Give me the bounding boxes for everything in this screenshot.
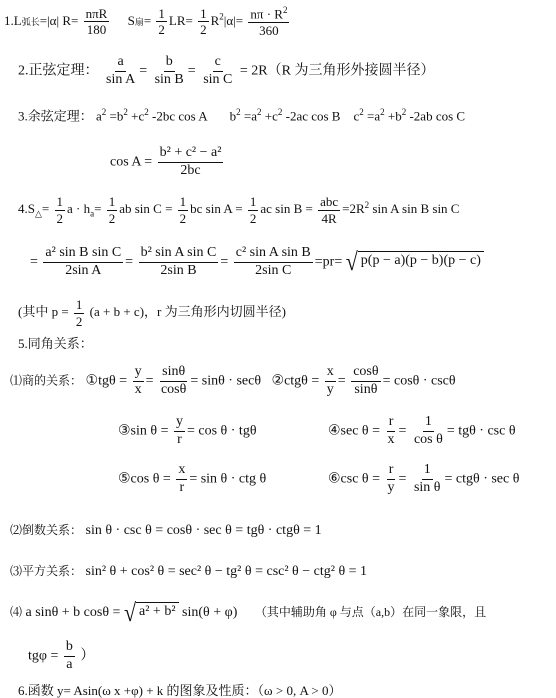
square-relation: ⑶平方关系： sin² θ + cos² θ = sec² θ − tg² θ = csc² θ − ctg² θ = 1 (10, 564, 368, 579)
law-of-cosines: 3.余弦定理： $a^2 =b^2 +c^2$ -2bc cos A $b^2 =a^2 +c^2$ -2ac cos B $c^2 =a^2 +b^2$ -2ab cos C (18, 107, 466, 124)
fraction: $\frac{\text{b² sin A sin C}}{\text{2sin B}}$ (140, 245, 217, 278)
fraction: $\frac{\text{c² sin A sin B}}{\text{2sin C}}$ (235, 245, 311, 278)
fraction: $\frac{\text{b² + c² − a²}}{2bc}$ (159, 145, 222, 178)
fraction: $\frac{1}{\text{cos θ}}$ (413, 414, 443, 447)
fraction: $\frac{r}{y}$ (387, 462, 395, 495)
fraction: $\frac{\text{nπR}}{180}$ (85, 5, 108, 38)
semiperimeter-note: (其中 p = $\frac{1}{2}$ (a + b + c)，r 为三角形内切圆半径) (18, 297, 286, 329)
section-heading-function: 6.函数 y= Asin(ω x +φ) + k 的图象及性质：（ω > 0, A > 0） (18, 683, 342, 698)
fraction: $\frac{r}{x}$ (387, 414, 395, 447)
fraction: $\frac{y}{x}$ (134, 364, 142, 397)
fraction: $\frac{1}{2}$ (158, 5, 165, 38)
fraction: $\frac{1}{2}$ (249, 194, 257, 226)
reciprocal-relation: ⑵倒数关系： sin θ · csc θ = cosθ · sec θ = tgθ · ctgθ = 1 (10, 523, 322, 538)
square-root: √ p(p − a)(p − b)(p − c) (346, 251, 484, 273)
fraction: $\frac{c}{\text{sin C}}$ (203, 54, 233, 87)
fraction: $\frac{x}{r}$ (178, 462, 186, 495)
fraction: $\frac{\cos\theta}{\sin\theta}$ (353, 364, 379, 397)
law-of-sines: 2.正弦定理： $\frac{a}{\text{sin A}}$ = $\frac{b}{\text{sin B}}$ = $\frac{c}{\text{sin C}}$ = 2R（R 为三角形外接圆半径） (18, 54, 435, 87)
square-root: √ a² + b² (124, 602, 179, 624)
fraction: $\frac{1}{2}$ (108, 194, 116, 226)
fraction: $\frac{1}{\text{sin θ}}$ (413, 462, 441, 495)
cosine-formula: cos A = $\frac{\text{b² + c² − a²}}{2bc}$ (110, 145, 222, 178)
fraction: $\frac{n\pi \cdot R^2}{360}$ (250, 5, 288, 38)
sec-relation: ④sec θ = $\frac{r}{x}$ = $\frac{1}{\text{cos θ}}$ = tgθ · csc θ (328, 414, 516, 447)
fraction: $\frac{b}{a}$ (65, 639, 73, 672)
auxiliary-angle-tangent: tgφ = $\frac{b}{a}$ ） (28, 639, 95, 672)
fraction: $\frac{\text{a² sin B sin C}}{\text{2sin A}}$ (45, 245, 122, 278)
cos-relation: ⑤cos θ = $\frac{x}{r}$ = sin θ · ctg θ (118, 462, 267, 495)
fraction: $\frac{1}{2}$ (56, 194, 63, 226)
fraction: $\frac{1}{2}$ (200, 5, 207, 38)
sin-relation: ③sin θ = $\frac{y}{r}$ = cos θ · tgθ (118, 414, 257, 447)
fraction: $\frac{x}{y}$ (326, 364, 334, 397)
fraction: $\frac{\text{abc}}{4R}$ (320, 194, 339, 226)
formula-arc-length-sector-area: 1.L弧长=|α| R= $\frac{\text{nπR}}{180}$ S扇= $\frac{1}{2}$ LR= $\frac{1}{2}$ $R^2|\alpha|=$ $\frac{n\pi \cdot R^2}{360}$ (4, 5, 288, 38)
fraction: $\frac{1}{2}$ (75, 297, 83, 329)
section-heading: 5.同角关系： (18, 336, 93, 351)
fraction: $\frac{a}{\text{sin A}}$ (106, 54, 136, 87)
triangle-area-formula-cont: = $\frac{\text{a² sin B sin C}}{\text{2sin A}}$ = $\frac{\text{b² sin A sin C}}{\text{2sin B}}$ = $\frac{\text{c² sin A sin B}}{\text{2sin C}}$ =pr= √ p(p − a)(p − b)(p − c) (30, 246, 484, 278)
fraction: $\frac{y}{r}$ (176, 414, 183, 447)
fraction: $\frac{1}{2}$ (179, 194, 187, 226)
csc-relation: ⑥csc θ = $\frac{r}{y}$ = $\frac{1}{\text{sin θ}}$ = ctgθ · sec θ (328, 462, 520, 495)
triangle-area-formula: $4.S_\triangle=$ $\frac{1}{2}$ $a \cdot h_a=$ $\frac{1}{2}$ ab sin C = $\frac{1}{2}$ bc sin A = $\frac{1}{2}$ ac sin B = $\frac{\text{abc}}{4R}$ $=2R^2$ sin A sin B sin C (18, 194, 460, 226)
auxiliary-angle-formula: ⑷ a sinθ + b cosθ = √ a² + b² sin(θ + φ) （其中辅助角 φ 与点（a,b）在同一象限，且 (10, 598, 487, 627)
fraction: $\frac{b}{\text{sin B}}$ (154, 54, 184, 87)
quotient-relation-row: ⑴商的关系： ①tgθ = $\frac{y}{x}$ = $\frac{\sin\theta}{\cos\theta}$ = sinθ · secθ ②ctgθ = $\frac{x}{y}$ = $\frac{\cos\theta}{\sin\theta}$ = cosθ · cscθ (10, 364, 456, 397)
fraction: $\frac{\sin\theta}{\cos\theta}$ (160, 364, 187, 397)
